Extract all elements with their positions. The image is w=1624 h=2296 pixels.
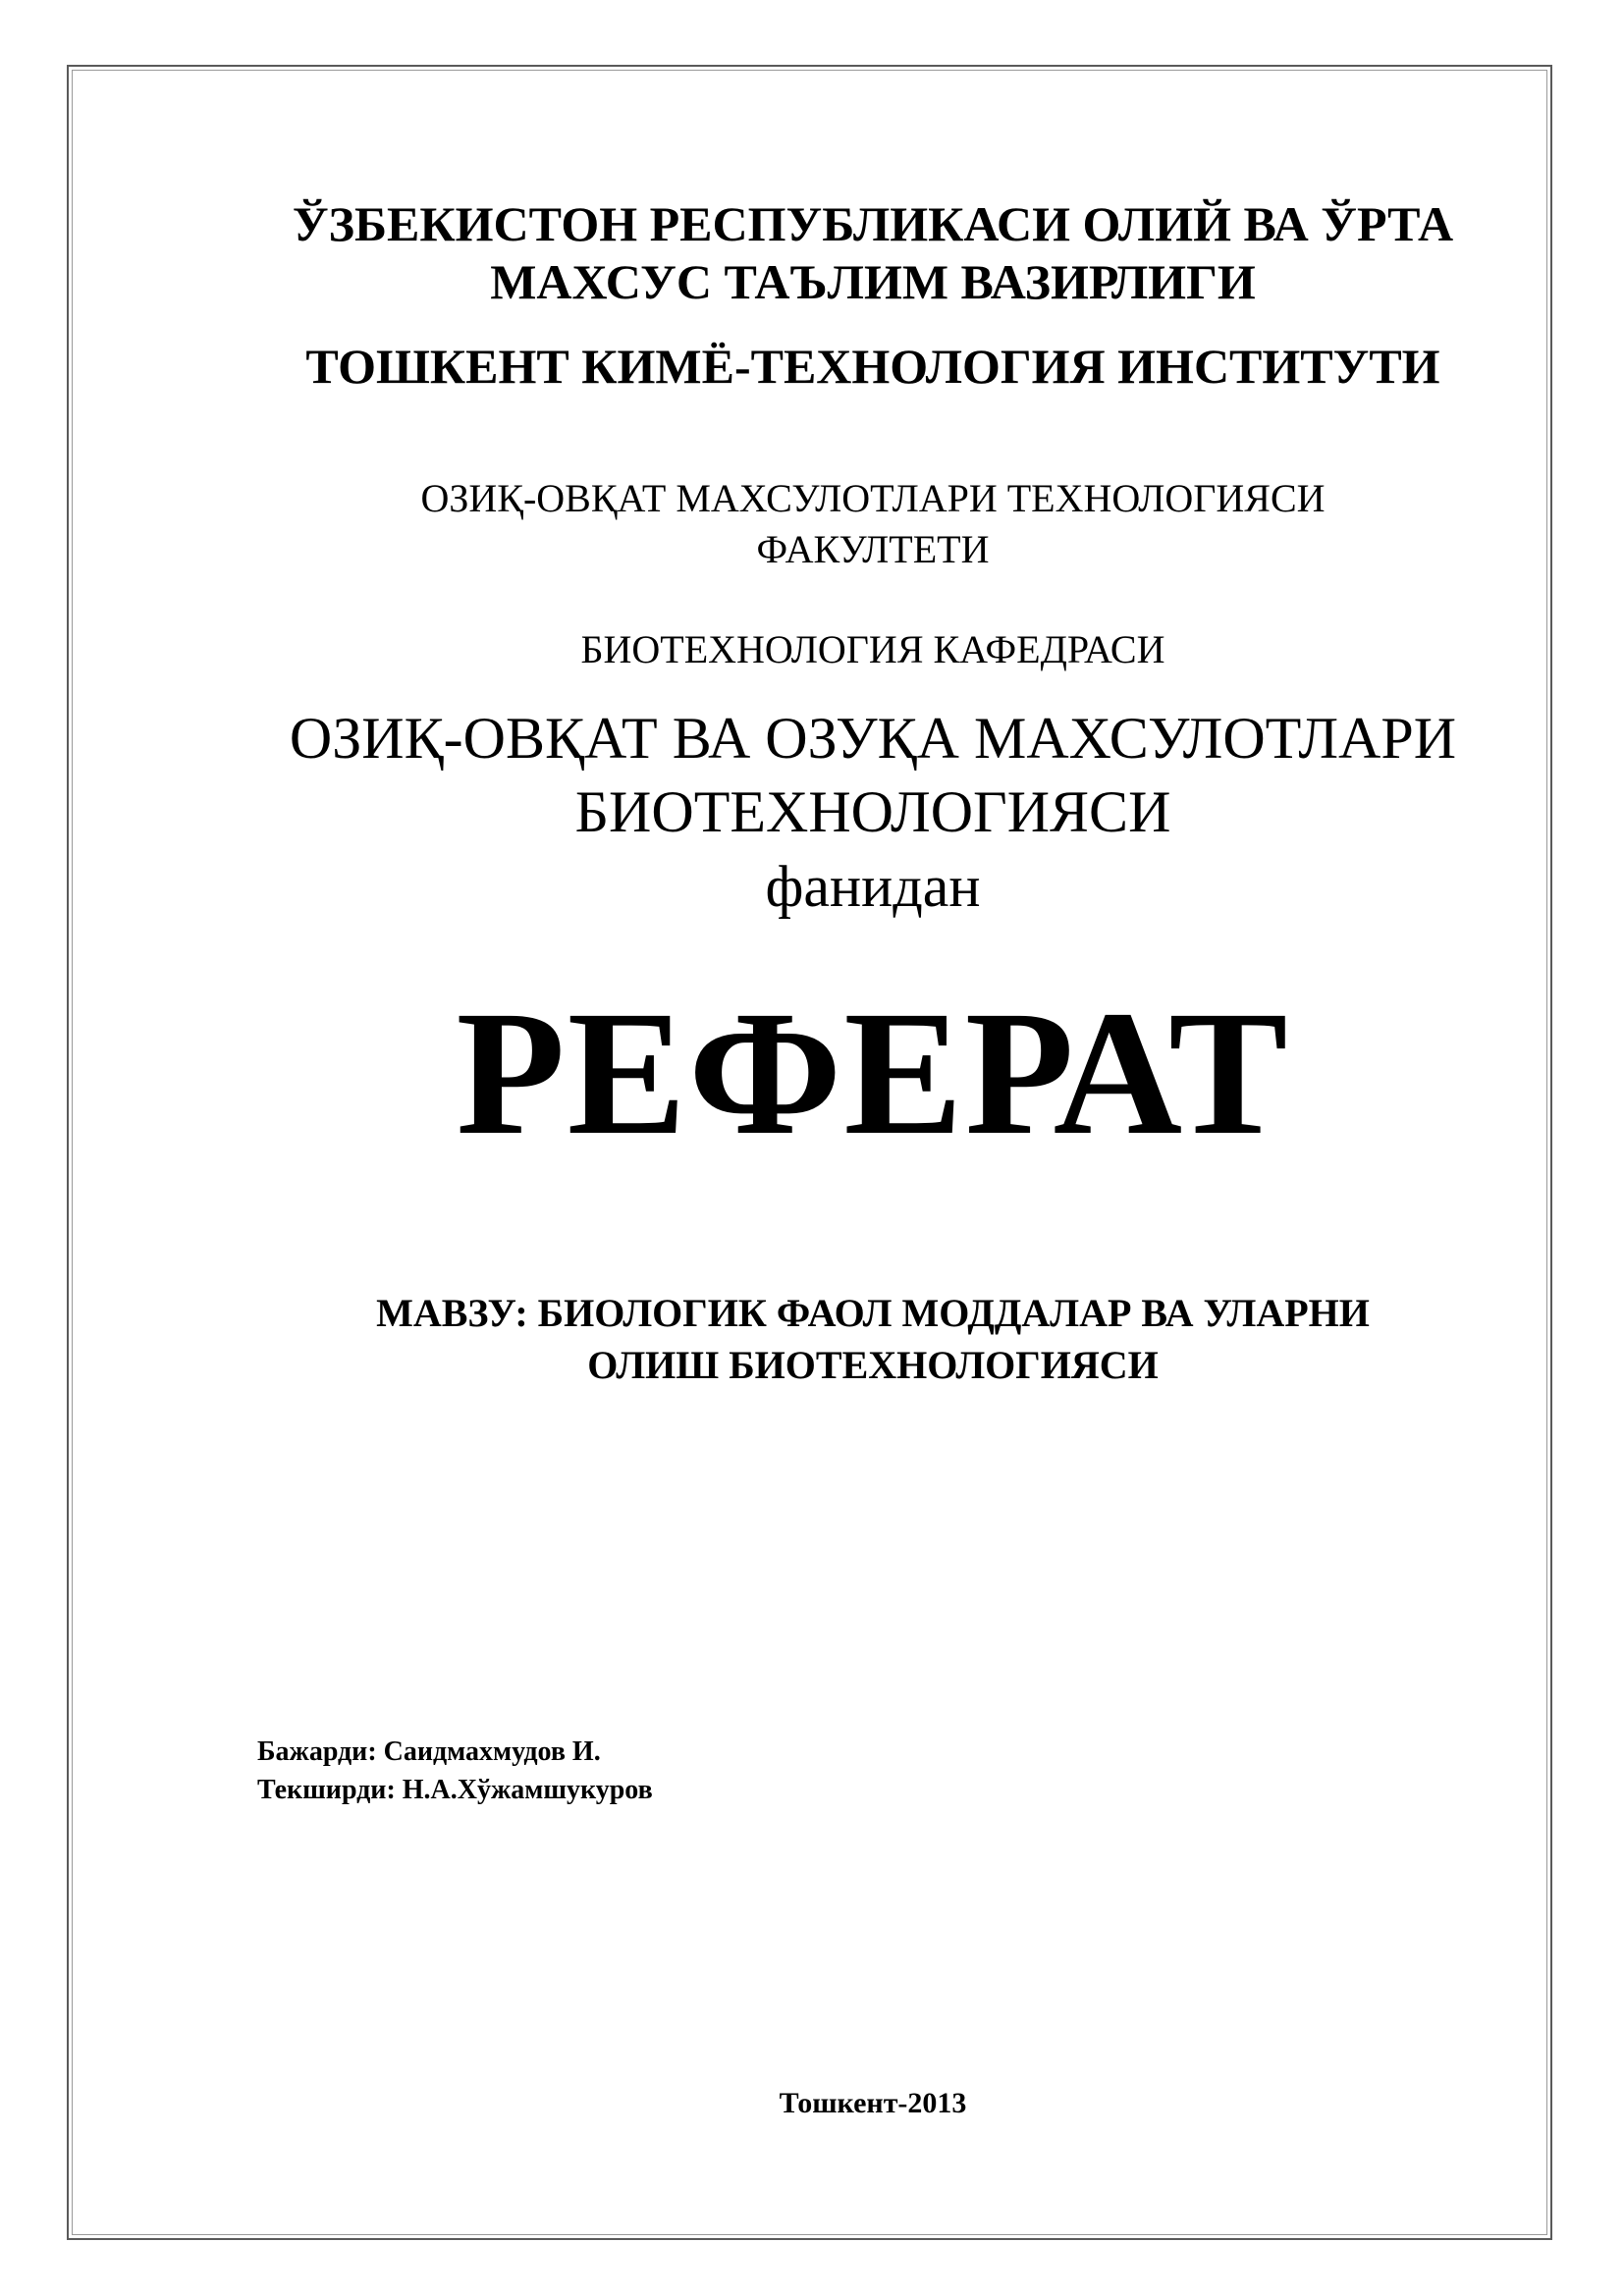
faculty-line-2: ФАКУЛТЕТИ bbox=[756, 527, 990, 571]
city-year: Тошкент-2013 bbox=[779, 2087, 967, 2119]
ministry-line-1: ЎЗБЕКИСТОН РЕСПУБЛИКАСИ ОЛИЙ ВА ЎРТА bbox=[292, 196, 1454, 251]
performed-by: Бажарди: Саидмахмудов И. bbox=[257, 1736, 601, 1767]
subject-line-2: БИОТЕХНОЛОГИЯСИ bbox=[574, 779, 1171, 844]
checked-by: Текширди: Н.А.Хўжамшукуров bbox=[257, 1775, 653, 1805]
topic-line-2: ОЛИШ БИОТЕХНОЛОГИЯСИ bbox=[587, 1343, 1159, 1387]
institute-name: ТОШКЕНТ КИМЁ-ТЕХНОЛОГИЯ ИНСТИТУТИ bbox=[305, 339, 1440, 394]
topic-line-1: МАВЗУ: БИОЛОГИК ФАОЛ МОДДАЛАР ВА УЛАРНИ bbox=[376, 1291, 1370, 1335]
ministry-line-2: МАХСУС ТАЪЛИМ ВАЗИРЛИГИ bbox=[490, 254, 1256, 309]
department-name: БИОТЕХНОЛОГИЯ КАФЕДРАСИ bbox=[580, 627, 1165, 671]
subject-line-1: ОЗИҚ-ОВҚАТ ВА ОЗУҚА МАХСУЛОТЛАРИ bbox=[289, 706, 1457, 771]
document-type-title: РЕФЕРАТ bbox=[456, 975, 1290, 1172]
subject-line-3: фанидан bbox=[765, 854, 981, 919]
faculty-line-1: ОЗИҚ-ОВҚАТ МАХСУЛОТЛАРИ ТЕХНОЛОГИЯСИ bbox=[420, 476, 1326, 520]
